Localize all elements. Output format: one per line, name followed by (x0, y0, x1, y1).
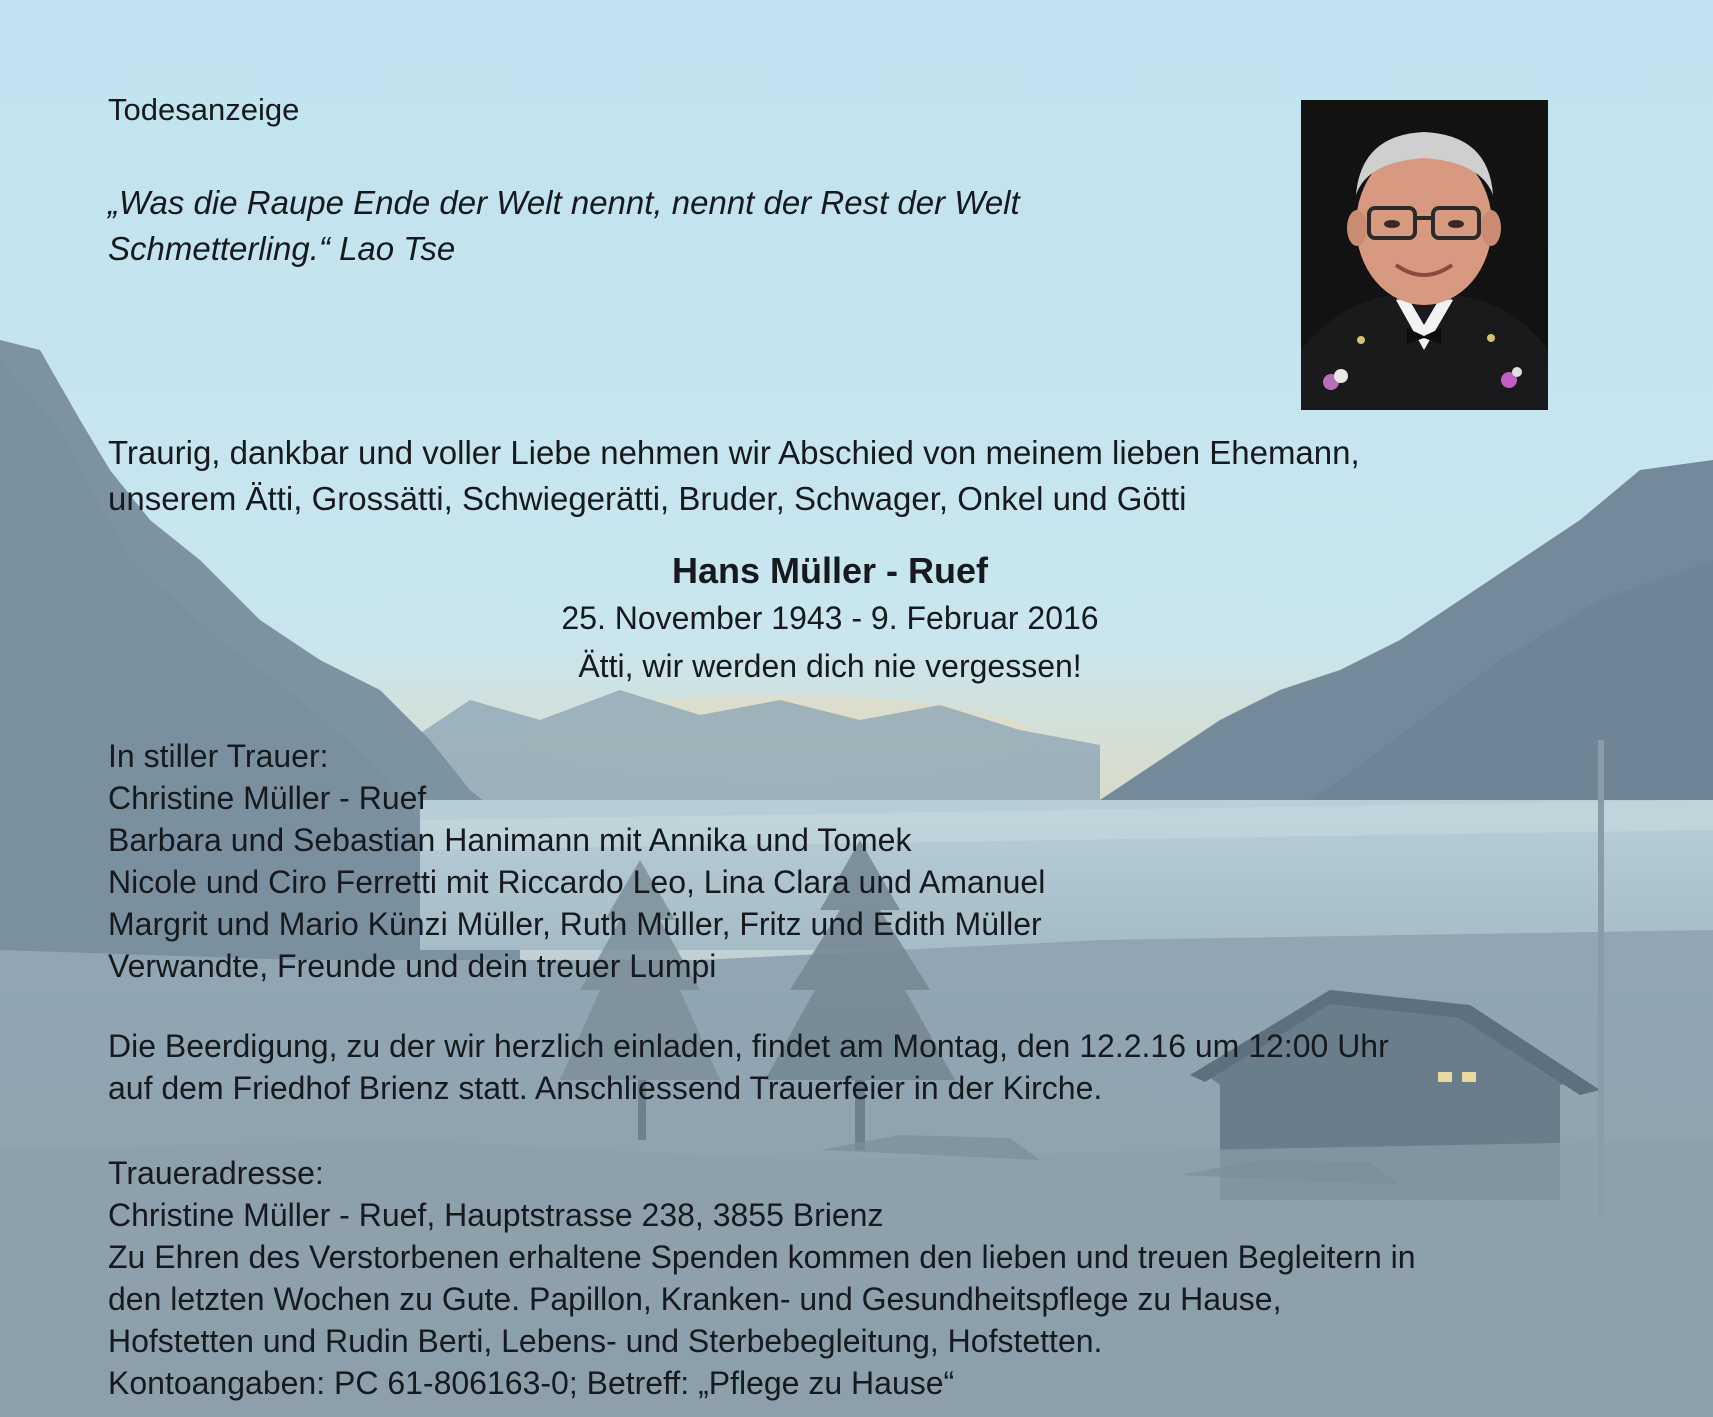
deceased-dates: 25. November 1943 - 9. Februar 2016 (561, 600, 1099, 636)
mourning-address (108, 1152, 1416, 1404)
farewell-line: Ätti, wir werden dich nie vergessen! (578, 648, 1082, 684)
mourner-entry: Margrit und Mario Künzi Müller, Ruth Müller, Fritz und Edith Müller (108, 906, 1042, 942)
funeral-info (108, 1025, 1389, 1109)
intro-line: Traurig, dankbar und voller Liebe nehmen wir Abschied von meinem lieben Ehemann, (108, 434, 1360, 471)
funeral-line: auf dem Friedhof Brienz statt. Anschliessend Trauerfeier in der Kirche. (108, 1070, 1103, 1106)
intro-text (108, 430, 1360, 522)
address-line: Christine Müller - Ruef, Hauptstrasse 238, 3855 Brienz (108, 1197, 884, 1233)
portrait-image (1301, 100, 1548, 410)
funeral-line: Die Beerdigung, zu der wir herzlich einladen, findet am Montag, den 12.2.16 um 12:00 Uhr (108, 1028, 1389, 1064)
quote-line: „Was die Raupe Ende der Welt nennt, nennt der Rest der Welt (108, 184, 1020, 221)
deceased-name: Hans Müller - Ruef (671, 550, 989, 591)
mourner-entry: Nicole und Ciro Ferretti mit Riccardo Leo, Lina Clara und Amanuel (108, 864, 1046, 900)
mourner-entry: Christine Müller - Ruef (108, 780, 427, 816)
mourners-list (108, 735, 1045, 987)
portrait-photo (1301, 100, 1548, 410)
mourner-entry: Barbara und Sebastian Hanimann mit Annika und Tomek (108, 822, 912, 858)
donation-line: den letzten Wochen zu Gute. Papillon, Kranken- und Gesundheitspflege zu Hause, (108, 1281, 1282, 1317)
obituary-header: Todesanzeige (108, 92, 300, 127)
donation-line: Hofstetten und Rudin Berti, Lebens- und Sterbebegleitung, Hofstetten. (108, 1323, 1103, 1359)
donation-line: Zu Ehren des Verstorbenen erhaltene Spenden kommen den lieben und treuen Begleitern in (108, 1239, 1416, 1275)
mourner-entry: Verwandte, Freunde und dein treuer Lumpi (108, 948, 717, 984)
intro-line: unserem Ätti, Grossätti, Schwiegerätti, Bruder, Schwager, Onkel und Götti (108, 480, 1187, 517)
quote-line: Schmetterling.“ Lao Tse (108, 230, 456, 267)
quote (108, 180, 1020, 272)
account-info-line: Kontoangaben: PC 61-806163-0; Betreff: „Pflege zu Hause“ (108, 1365, 955, 1401)
address-heading: Traueradresse: (108, 1155, 324, 1191)
mourners-heading: In stiller Trauer: (108, 738, 329, 774)
